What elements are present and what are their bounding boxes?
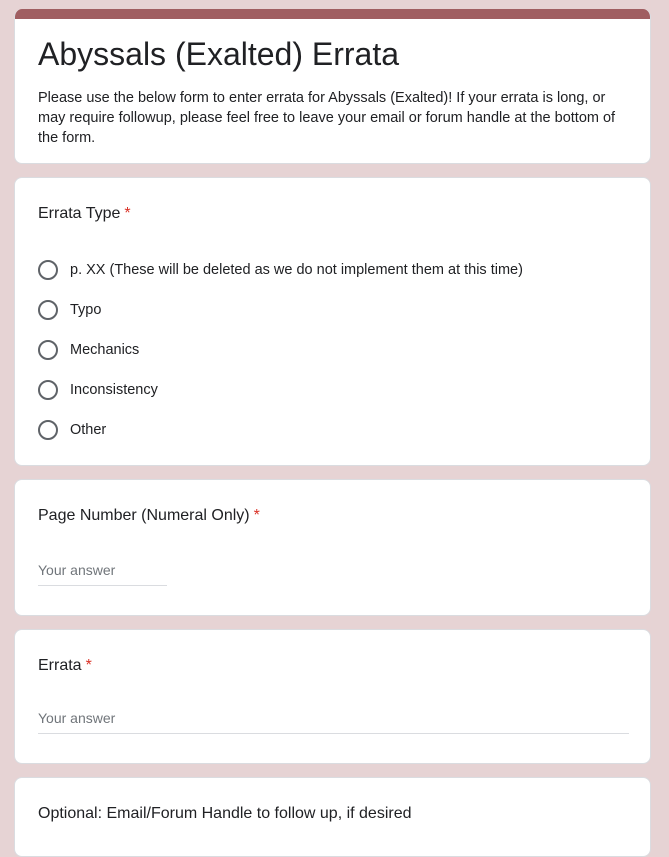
radio-circle-icon[interactable]	[38, 420, 58, 440]
radio-circle-icon[interactable]	[38, 380, 58, 400]
required-asterisk: *	[253, 507, 260, 524]
radio-option-label: Mechanics	[70, 342, 140, 358]
errata-input[interactable]	[38, 708, 629, 734]
question-title-errata	[38, 654, 92, 678]
question-title-text: Errata Type	[38, 205, 121, 222]
radio-circle-icon[interactable]	[38, 260, 58, 280]
header-accent-bar	[15, 9, 650, 19]
radio-circle-icon[interactable]	[38, 340, 58, 360]
question-card-contact	[14, 777, 651, 857]
radio-option-typo[interactable]	[38, 290, 523, 330]
page-number-input[interactable]	[38, 560, 167, 586]
radio-option-mechanics[interactable]	[38, 330, 523, 370]
form-title: Abyssals (Exalted) Errata	[38, 36, 400, 72]
question-title-errata-type	[38, 202, 131, 226]
question-title-text: Page Number (Numeral Only)	[38, 507, 250, 524]
radio-option-label: p. XX (These will be deleted as we do not implement them at this time)	[70, 262, 523, 278]
radio-option-label: Typo	[70, 302, 102, 318]
form-header-card	[14, 9, 651, 164]
radio-option-label: Inconsistency	[70, 382, 158, 398]
question-card-page-number	[14, 479, 651, 616]
question-title-contact: Optional: Email/Forum Handle to follow up, if desired	[38, 805, 412, 822]
radio-option-page-xx[interactable]	[38, 250, 523, 290]
radio-option-other[interactable]	[38, 410, 523, 450]
required-asterisk: *	[124, 205, 131, 222]
radio-circle-icon[interactable]	[38, 300, 58, 320]
question-title-text: Errata	[38, 657, 82, 674]
radio-option-inconsistency[interactable]	[38, 370, 523, 410]
required-asterisk: *	[85, 657, 92, 674]
radio-option-label: Other	[70, 422, 107, 438]
radio-group-errata-type	[38, 250, 523, 450]
question-card-errata-type	[14, 177, 651, 466]
form-description: Please use the below form to enter errata for Abyssals (Exalted)! If your errata is long, or may require followup, please feel free to leave your email or forum handle at the bottom of the form.	[38, 90, 616, 146]
question-card-errata	[14, 629, 651, 764]
question-title-page-number	[38, 504, 260, 528]
